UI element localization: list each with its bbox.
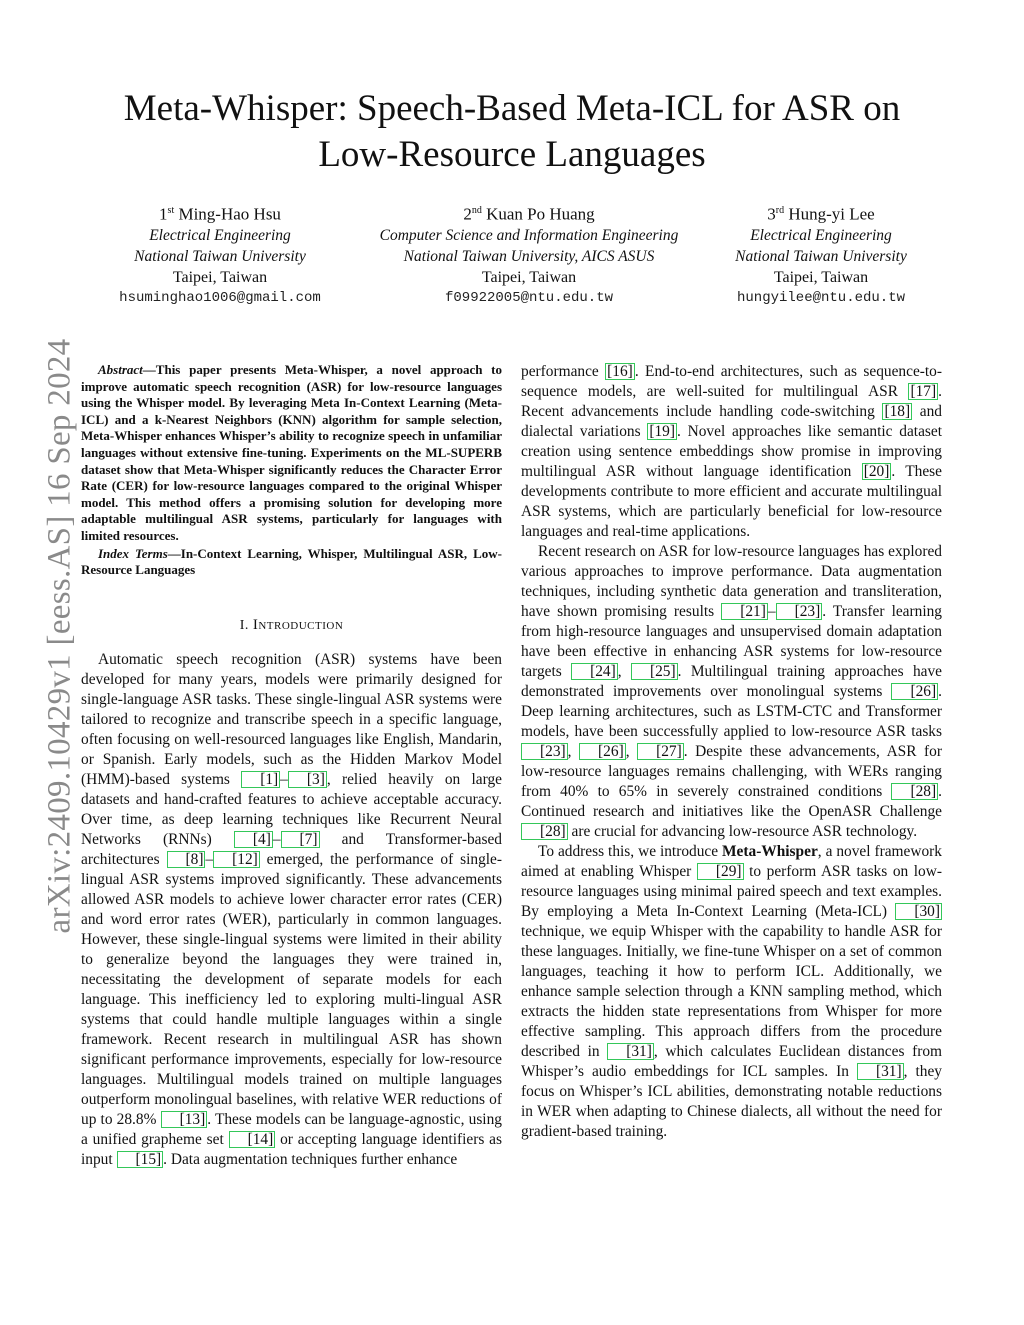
arxiv-identifier: arXiv:2409.10429v1 [eess.AS] 16 Sep 2024 xyxy=(41,338,78,934)
citation-link[interactable]: [21] xyxy=(721,603,768,620)
citation-link[interactable]: [17] xyxy=(910,383,937,400)
author-email: hungyilee@ntu.edu.tw xyxy=(736,289,906,306)
citation-link[interactable]: [19] xyxy=(649,423,675,440)
section-heading-introduction xyxy=(81,615,502,636)
method-name: Meta-Whisper xyxy=(722,843,818,860)
abstract: Abstract—This paper presents Meta-Whisper, a novel approach to improve automatic speech recognition (ASR) for low-resource languages using the Whisper model. By leveraging Meta In-Context Learning (Meta-ICL) and a k-Nearest Neighbors (KNN) algorithm for sample selection, Meta-Whisper enhances Whisper’s ability to recognize speech in unfamiliar languages without extensive fine-tuning. Experiments on the ML-SUPERB dataset show that Meta-Whisper significantly reduces the Character Error Rate (CER) for low-resource languages compared to the original Whisper model. This method offers a promising solution for developing more adaptable multilingual ASR systems, particularly for languages with limited resources. xyxy=(81,362,502,543)
citation-link[interactable]: [31] xyxy=(857,1063,904,1080)
section-number: I. xyxy=(239,617,249,633)
author-block-2 xyxy=(356,200,702,309)
citation-link[interactable]: [26] xyxy=(579,743,626,760)
intro-paragraph-1-cont: performance [16] . End-to-end architectures, such as sequence-to-sequence models, are well-suited for multilingual ASR [17] . Recent advancements include handling code-switching [18] and dialectal variations [19] . Novel approaches like semantic dataset creation using sentence embeddings show promise in improving multilingual ASR without language identification [20] . These developments contribute to more efficient and accurate multilingual ASR systems, which are particularly beneficial for low-resource languages and real-time applications. xyxy=(521,363,943,540)
section-title: Introduction xyxy=(252,616,344,633)
citation-link[interactable]: [23] xyxy=(521,743,568,760)
citation-link[interactable]: [14] xyxy=(229,1131,276,1148)
author-email: hsuminghao1006@gmail.com xyxy=(119,289,321,306)
citation-link[interactable]: [16] xyxy=(607,363,633,380)
citation-link[interactable]: [15] xyxy=(117,1151,164,1168)
title-line-1: Meta-Whisper: Speech-Based Meta-ICL for ASR on xyxy=(123,88,901,129)
citation-link[interactable]: [3] xyxy=(288,771,327,788)
citation-link[interactable]: [26] xyxy=(891,683,938,700)
author-affiliation: National Taiwan University xyxy=(735,247,907,265)
author-city: Taipei, Taiwan xyxy=(172,268,268,286)
citation-link[interactable]: [25] xyxy=(631,663,678,680)
right-column xyxy=(521,362,942,1142)
author-dept: Electrical Engineering xyxy=(149,226,291,244)
author-name: 2nd Kuan Po Huang xyxy=(463,204,595,224)
citation-link[interactable]: [8] xyxy=(167,851,206,868)
author-dept: Computer Science and Information Engineering xyxy=(379,226,679,244)
citation-link[interactable]: [27] xyxy=(637,743,684,760)
citation-link[interactable]: [28] xyxy=(891,783,938,800)
citation-link[interactable]: [18] xyxy=(884,403,911,420)
abstract-label: Abstract xyxy=(98,362,143,377)
author-block-1 xyxy=(88,200,352,309)
citation-link[interactable]: [28] xyxy=(521,823,568,840)
index-terms-label: Index Terms xyxy=(98,545,168,561)
citation-link[interactable]: [4] xyxy=(234,831,273,848)
citation-link[interactable]: [29] xyxy=(697,863,744,880)
author-affiliation: National Taiwan University xyxy=(134,247,306,265)
index-terms: Index Terms—In-Context Learning, Whisper, Multilingual ASR, Low-Resource Languages xyxy=(81,545,502,578)
citation-link[interactable]: [20] xyxy=(863,463,890,480)
intro-paragraph-3: To address this, we introduce Meta-Whisper, a novel framework aimed at enabling Whisper [29] to perform ASR tasks on low-resource languages using minimal paired speech and text examples. By employing a Meta In-Context Learning (Meta-ICL) [30] technique, we equip Whisper with the capability to handle ASR for these languages. Initially, we fine-tune Whisper on a set of common languages, teaching it how to perform ICL. Additionally, we enhance sample selection through a KNN sampling method, which extracts the hidden state representations from Whisper for more effective sampling. This approach differs from the procedure described in [31] , which calculates Euclidean distances from Whisper’s audio embeddings for ICL samples. In [31] , they focus on Whisper’s ICL abilities, demonstrating notable reductions in WER when adapting to Chinese dialects, all without the need for gradient-based training. xyxy=(521,843,942,1140)
left-column xyxy=(81,362,502,1170)
intro-paragraph-1: Automatic speech recognition (ASR) systems have been developed for many years, models were primarily designed for single-language ASR tasks. These single-lingual ASR systems were tailored to recognize and transcribe speech in a specific language, often focusing on well-resourced languages like English, Mandarin, or Spanish. Early models, such as the Hidden Markov Model (HMM)-based systems [1] – [3] , relied heavily on large datasets and hand-crafted features to achieve acceptable accuracy. Over time, as deep learning techniques like Recurrent Neural Networks (RNNs) [4] – [7] and Transformer-based architectures [8] – [12] emerged, the performance of single-lingual ASR systems improved significantly. These advancements allowed ASR models to achieve lower character error rates (CER) and word error rates (WER), particularly in common languages. However, these single-lingual systems were limited in their ability to generalize beyond the languages they were trained in, necessitating the development of separate models for each language. This inefficiency led to exploring multi-lingual ASR systems that could handle multiple languages within a single framework. Recent research in multilingual ASR has shown significant performance improvements, especially for low-resource languages. Multilingual models trained on multiple languages outperform monolingual baselines, with relative WER reductions of up to 28.8% [13] . These models can be language-agnostic, using a unified grapheme set [14] or accepting language identifiers as input [15] . Data augmentation techniques further enhance xyxy=(81,650,503,1168)
intro-paragraph-2: Recent research on ASR for low-resource languages has explored various approaches to improve performance. Data augmentation techniques, including synthetic data generation and transliteration, have shown promising results [21] – [23] . Transfer learning from high-resource languages and unsupervised domain adaptation have been effective in enhancing ASR systems for low-resource targets [24] , [25] . Multilingual training approaches have demonstrated improvements over monolingual systems [26] . Deep learning architectures, such as LSTM-CTC and Transformer models, have been successfully applied to low-resource ASR tasks [23] , [26] , [27] . Despite these advancements, ASR for low-resource languages remains challenging, with WERs ranging from 40% to 65% in severely constrained conditions [28] . Continued research and initiatives like the OpenASR Challenge [28] are crucial for advancing low-resource ASR technology. xyxy=(521,543,942,840)
citation-link[interactable]: [31] xyxy=(607,1043,654,1060)
author-city: Taipei, Taiwan xyxy=(773,268,869,286)
author-affiliation: National Taiwan University, AICS ASUS xyxy=(403,247,655,265)
citation-link[interactable]: [30] xyxy=(895,903,942,920)
author-city: Taipei, Taiwan xyxy=(481,268,577,286)
abstract-text: This paper presents Meta-Whisper, a novel approach to improve automatic speech recognition (ASR) for low-resource languages using the Whisper model. By leveraging Meta In-Context Learning (Meta-ICL) and a k-Nearest Neighbors (KNN) algorithm for sample selection, Meta-Whisper enhances Whisper’s ability to recognize speech in unfamiliar languages without extensive fine-tuning. Experiments on the ML-SUPERB dataset show that Meta-Whisper significantly reduces the Character Error Rate (CER) for low-resource languages compared to the original Whisper model. This method offers a promising solution for developing more adaptable multilingual ASR systems, particularly for languages with limited resources. xyxy=(81,362,502,543)
author-name: 3rd Hung-yi Lee xyxy=(767,204,875,224)
citation-link[interactable]: [13] xyxy=(161,1111,208,1128)
paper-title xyxy=(70,86,954,178)
citation-link[interactable]: [7] xyxy=(281,831,320,848)
author-dept: Electrical Engineering xyxy=(750,226,892,244)
author-name: 1st Ming-Hao Hsu xyxy=(159,204,281,224)
citation-link[interactable]: [23] xyxy=(776,603,823,620)
index-terms-text: In-Context Learning, Whisper, Multilingual ASR, Low-Resource Languages xyxy=(81,545,502,578)
title-line-2: Low-Resource Languages xyxy=(318,134,706,175)
citation-link[interactable]: [12] xyxy=(213,851,260,868)
author-email: f09922005@ntu.edu.tw xyxy=(444,289,614,306)
author-block-3 xyxy=(710,200,932,309)
citation-link[interactable]: [1] xyxy=(241,771,280,788)
citation-link[interactable]: [24] xyxy=(571,663,618,680)
